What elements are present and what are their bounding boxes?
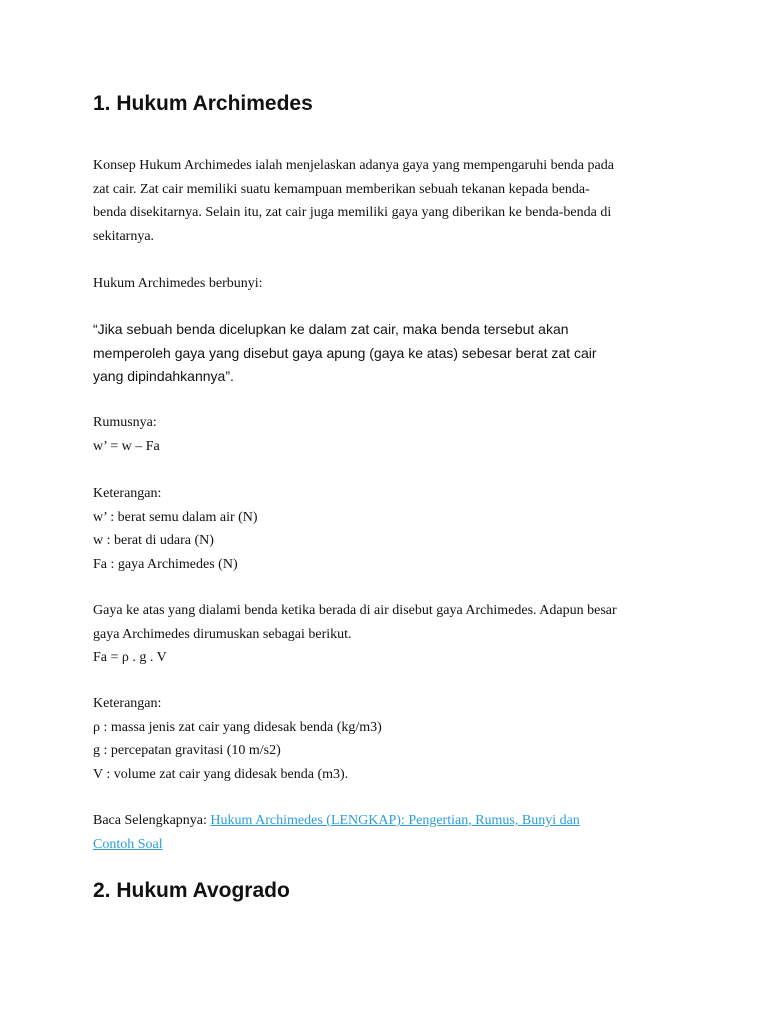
keterangan-label: Keterangan: [93, 486, 162, 501]
law-quote [93, 318, 693, 389]
gaya-paragraph [93, 599, 693, 670]
intro-line: sekitarnya. [93, 228, 155, 244]
section-heading-archimedes: 1. Hukum Archimedes [93, 92, 313, 115]
intro-line: Konsep Hukum Archimedes ialah menjelaskan adanya gaya yang mempengaruhi benda pada [93, 158, 614, 173]
section-heading-avogrado: 2. Hukum Avogrado [93, 879, 290, 902]
keterangan-item: g : percepatan gravitasi (10 m/s2) [93, 743, 281, 758]
rumus-label: Rumusnya: [93, 415, 157, 430]
rumus-formula: w’ = w – Fa [93, 438, 160, 454]
baca-link[interactable]: Hukum Archimedes (LENGKAP): Pengertian, Rumus, Bunyi dan [210, 813, 580, 828]
gaya-line: gaya Archimedes dirumuskan sebagai berikut. [93, 626, 352, 642]
quote-line: memperoleh gaya yang disebut gaya apung (gaya ke atas) sebesar berat zat cair [93, 344, 597, 361]
keterangan-block-1 [93, 482, 693, 576]
keterangan-item: Fa : gaya Archimedes (N) [93, 556, 238, 572]
bunyi-label: Hukum Archimedes berbunyi: [93, 276, 263, 291]
keterangan-label: Keterangan: [93, 696, 162, 711]
baca-link[interactable]: Contoh Soal [93, 836, 163, 852]
intro-line: benda disekitarnya. Selain itu, zat cair juga memiliki gaya yang diberikan ke benda-benda di [93, 205, 612, 220]
rumus-block [93, 411, 693, 458]
keterangan-item: w : berat di udara (N) [93, 533, 214, 548]
keterangan-item: V : volume zat cair yang didesak benda (m3). [93, 766, 349, 782]
baca-selengkapnya [93, 809, 693, 856]
keterangan-block-2 [93, 692, 693, 786]
keterangan-item: w’ : berat semu dalam air (N) [93, 509, 258, 525]
quote-line: yang dipindahkannya”. [93, 368, 234, 384]
gaya-line: Gaya ke atas yang dialami benda ketika berada di air disebut gaya Archimedes. Adapun besar [93, 603, 617, 618]
quote-line: “Jika sebuah benda dicelupkan ke dalam zat cair, maka benda tersebut akan [93, 321, 569, 337]
baca-label: Baca Selengkapnya: [93, 813, 211, 828]
intro-line: zat cair. Zat cair memiliki suatu kemampuan memberikan sebuah tekanan kepada benda- [93, 181, 590, 197]
rumus-formula-2: Fa = ρ . g . V [93, 650, 167, 665]
keterangan-item: ρ : massa jenis zat cair yang didesak benda (kg/m3) [93, 719, 382, 735]
intro-paragraph [93, 154, 693, 248]
